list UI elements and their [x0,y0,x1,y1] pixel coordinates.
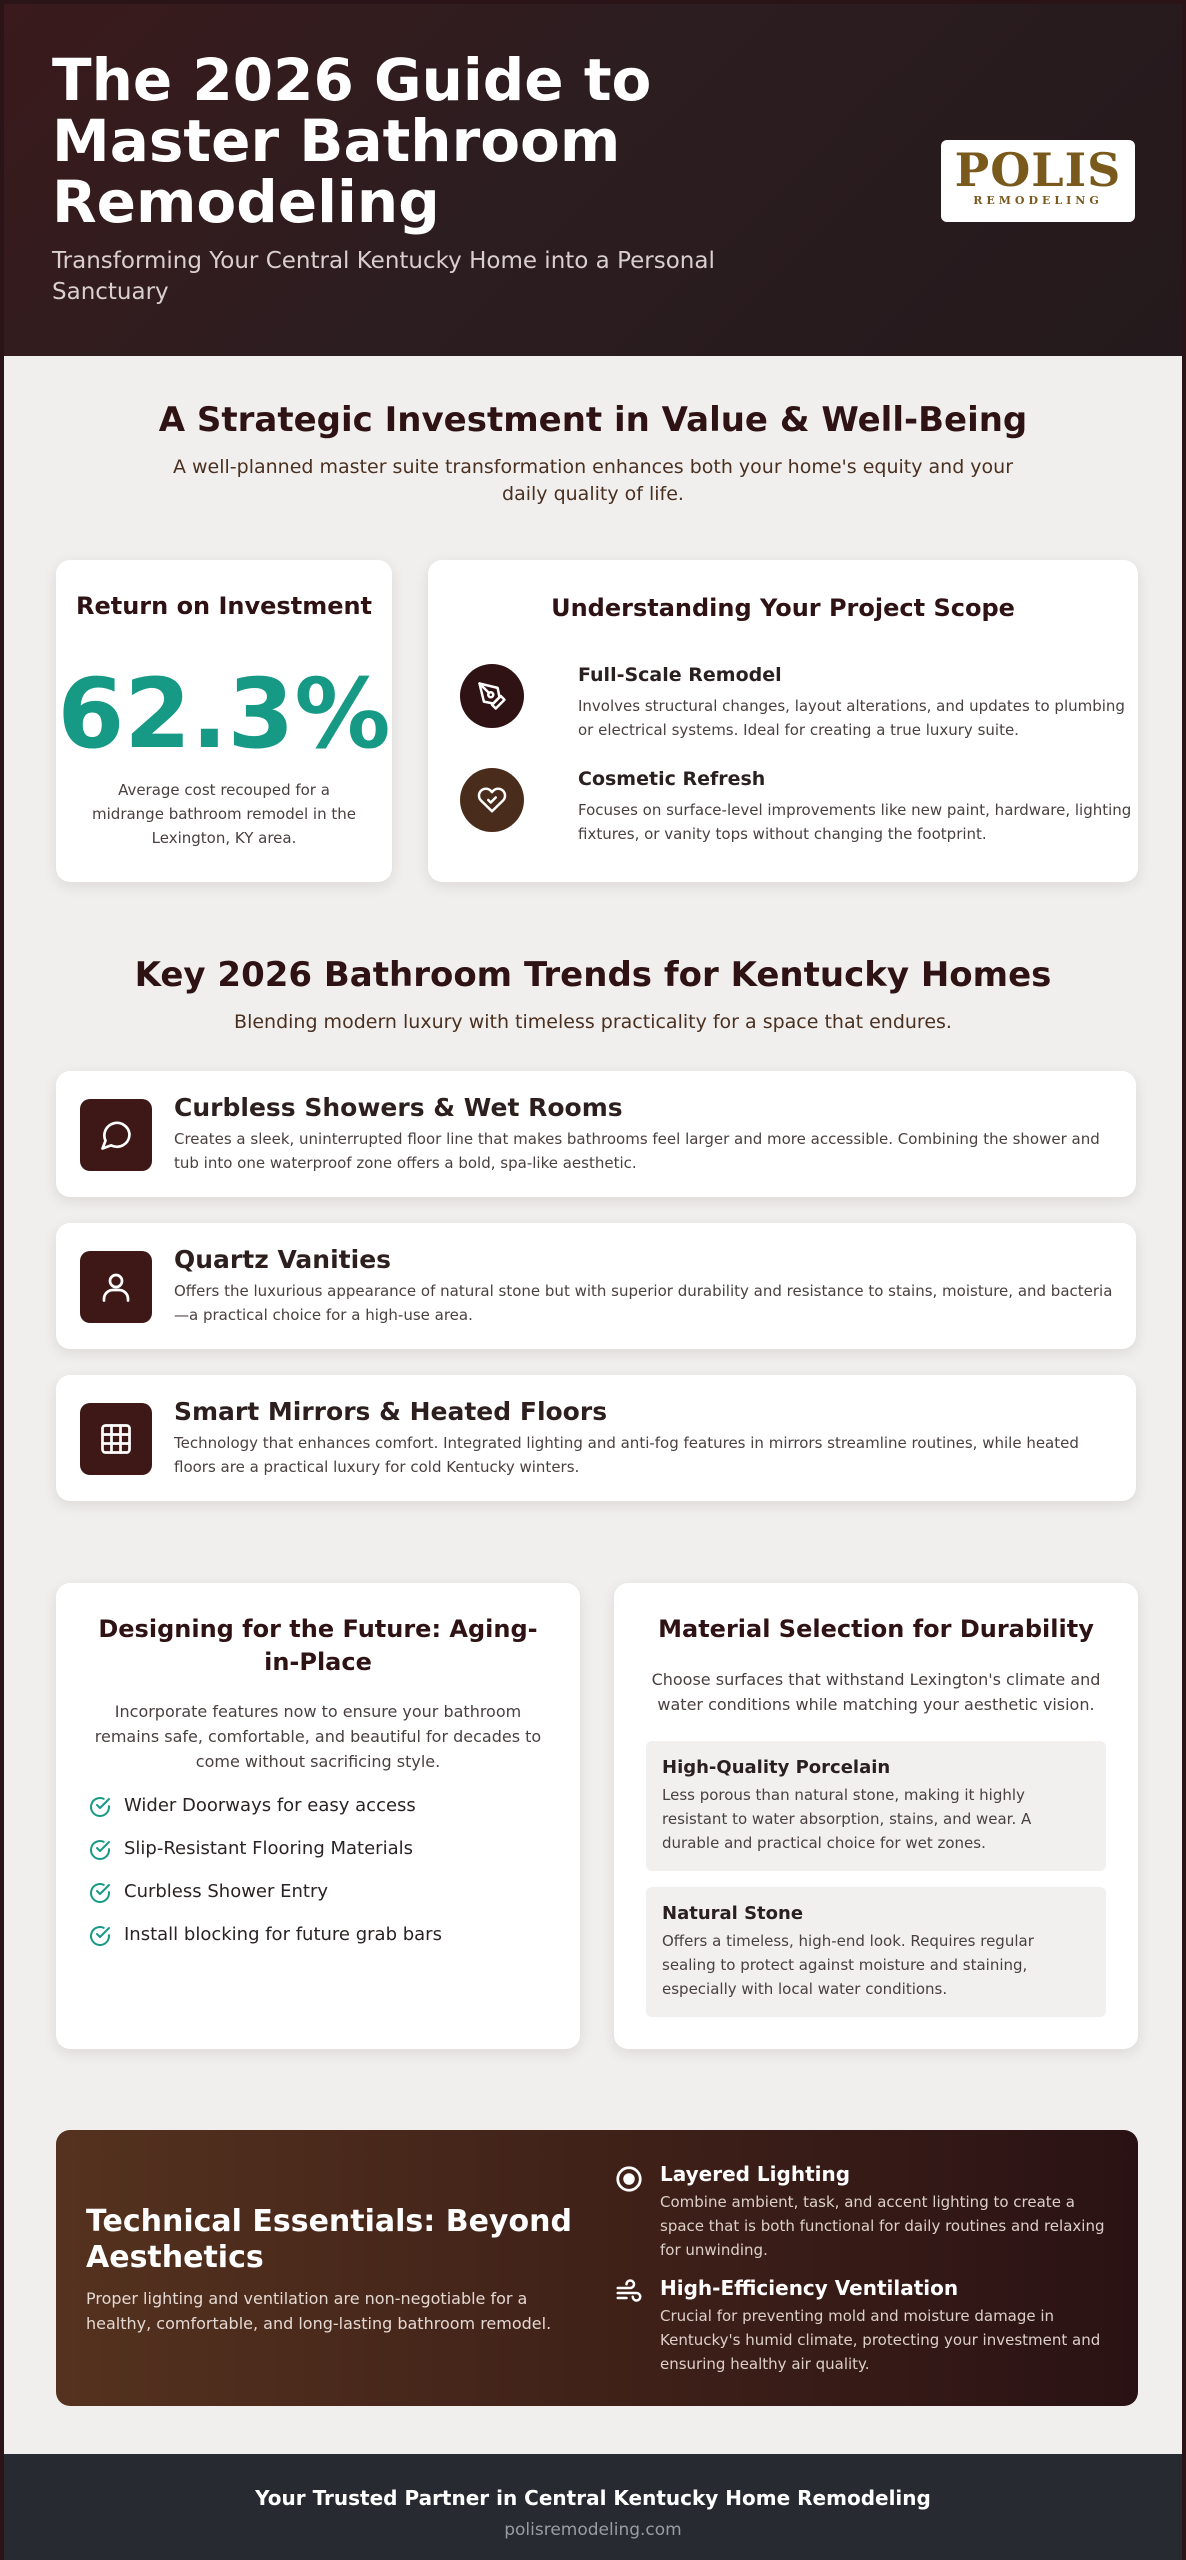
material-option [646,1887,1106,2017]
technical-item-name: High-Efficiency Ventilation [660,2276,959,2300]
aging-in-place-card [56,1583,580,2049]
logo-tagline: REMODELING [973,194,1103,207]
scope-item [460,664,1125,754]
trend-card [56,1071,1136,1197]
technical-essentials-panel [56,2130,1138,2406]
technical-title: Technical Essentials: Beyond Aesthetics [86,2204,572,2275]
investment-heading: A Strategic Investment in Value & Well-Being [158,400,1028,440]
materials-description: Choose surfaces that withstand Lexington's climate and water conditions while matching your aesthetic vision. [651,1670,1101,1714]
roi-note: Average cost recouped for a midrange bathroom remodel in the Lexington, KY area. [92,781,356,847]
trend-card [56,1223,1136,1349]
trends-description: Blending modern luxury with timeless practicality for a space that endures. [234,1011,952,1033]
footer-website-link[interactable]: polisremodeling.com [504,2520,682,2540]
technical-description: Proper lighting and ventilation are non-negotiable for a healthy, comfortable, and long-lasting bathroom remodel. [86,2289,552,2333]
technical-item-text: Combine ambient, task, and accent lighting to create a space that is both functional for daily routines and relaxing for unwinding. [660,2193,1105,2259]
scope-item [460,768,1132,858]
trend-text: Offers the luxurious appearance of natural stone but with superior durability and resistance to stains, moisture, and bacteria—a practical choice for a high-use area. [174,1282,1113,1324]
material-option [646,1741,1106,1871]
checklist-text: Wider Doorways for easy access [124,1795,416,1816]
trends-heading: Key 2026 Bathroom Trends for Kentucky Homes [134,955,1052,995]
wind-icon [614,2278,644,2308]
check-circle-icon [88,1881,112,1905]
check-circle-icon [88,1795,112,1819]
target-icon [614,2164,644,2194]
chat-bubble-icon [80,1099,152,1171]
material-name: Natural Stone [662,1903,804,1924]
logo-wordmark: POLIS [954,143,1122,197]
trend-text: Creates a sleek, uninterrupted floor line that makes bathrooms feel larger and more accessible. Combining the shower and tub into one waterproof zone offers a bold, spa-like aesthetic. [174,1130,1100,1172]
scope-item-text: Involves structural changes, layout alterations, and updates to plumbing or electrical systems. Ideal for creating a true luxury suite. [578,697,1125,739]
page-subtitle: Transforming Your Central Kentucky Home into a Personal Sanctuary [52,248,715,305]
aging-description: Incorporate features now to ensure your bathroom remains safe, comfortable, and beautiful for decades to come without sacrificing style. [94,1702,542,1771]
scope-card [428,560,1138,882]
trend-title: Curbless Showers & Wet Rooms [174,1093,623,1122]
scope-item-name: Full-Scale Remodel [578,664,782,686]
hero-header [4,4,1182,356]
roi-card [56,560,392,882]
materials-title: Material Selection for Durability [658,1615,1094,1643]
checklist-text: Curbless Shower Entry [124,1881,329,1902]
heart-brush-icon [460,768,524,832]
material-name: High-Quality Porcelain [662,1757,891,1778]
check-circle-icon [88,1838,112,1862]
checklist-text: Slip-Resistant Flooring Materials [124,1838,413,1859]
trend-text: Technology that enhances comfort. Integrated lighting and anti-fog features in mirrors streamline routines, while heated floors are a practical luxury for cold Kentucky winters. [174,1434,1079,1476]
footer-tagline: Your Trusted Partner in Central Kentucky Home Remodeling [255,2486,931,2510]
check-circle-icon [88,1924,112,1948]
material-text: Offers a timeless, high-end look. Requires regular sealing to protect against moisture and staining, especially with local water conditions. [662,1932,1034,1998]
roi-value: 62.3% [57,658,391,770]
material-text: Less porous than natural stone, making it highly resistant to water absorption, stains, and wear. A durable and practical choice for wet zones. [662,1786,1032,1852]
grid-icon [80,1403,152,1475]
technical-item-name: Layered Lighting [660,2162,851,2186]
footer [4,2454,1182,2560]
scope-title: Understanding Your Project Scope [551,594,1015,622]
roi-title: Return on Investment [75,592,373,620]
technical-item-text: Crucial for preventing mold and moisture damage in Kentucky's humid climate, protecting your investment and ensuring healthy air quality. [660,2307,1101,2373]
trend-title: Smart Mirrors & Heated Floors [174,1397,608,1426]
pen-tool-icon [460,664,524,728]
scope-item-name: Cosmetic Refresh [578,768,766,790]
scope-item-text: Focuses on surface-level improvements like new paint, hardware, lighting fixtures, or vanity tops without changing the footprint. [578,801,1132,843]
checklist-text: Install blocking for future grab bars [124,1924,442,1945]
person-icon [80,1251,152,1323]
aging-title: Designing for the Future: Aging-in-Place [98,1615,538,1676]
trend-title: Quartz Vanities [174,1245,392,1274]
investment-description: A well-planned master suite transformation enhances both your home's equity and your daily quality of life. [172,456,1014,505]
company-logo[interactable] [941,140,1135,222]
materials-card [614,1583,1138,2049]
page-title: The 2026 Guide to Master Bathroom Remodeling [52,46,652,236]
trend-card [56,1375,1136,1501]
